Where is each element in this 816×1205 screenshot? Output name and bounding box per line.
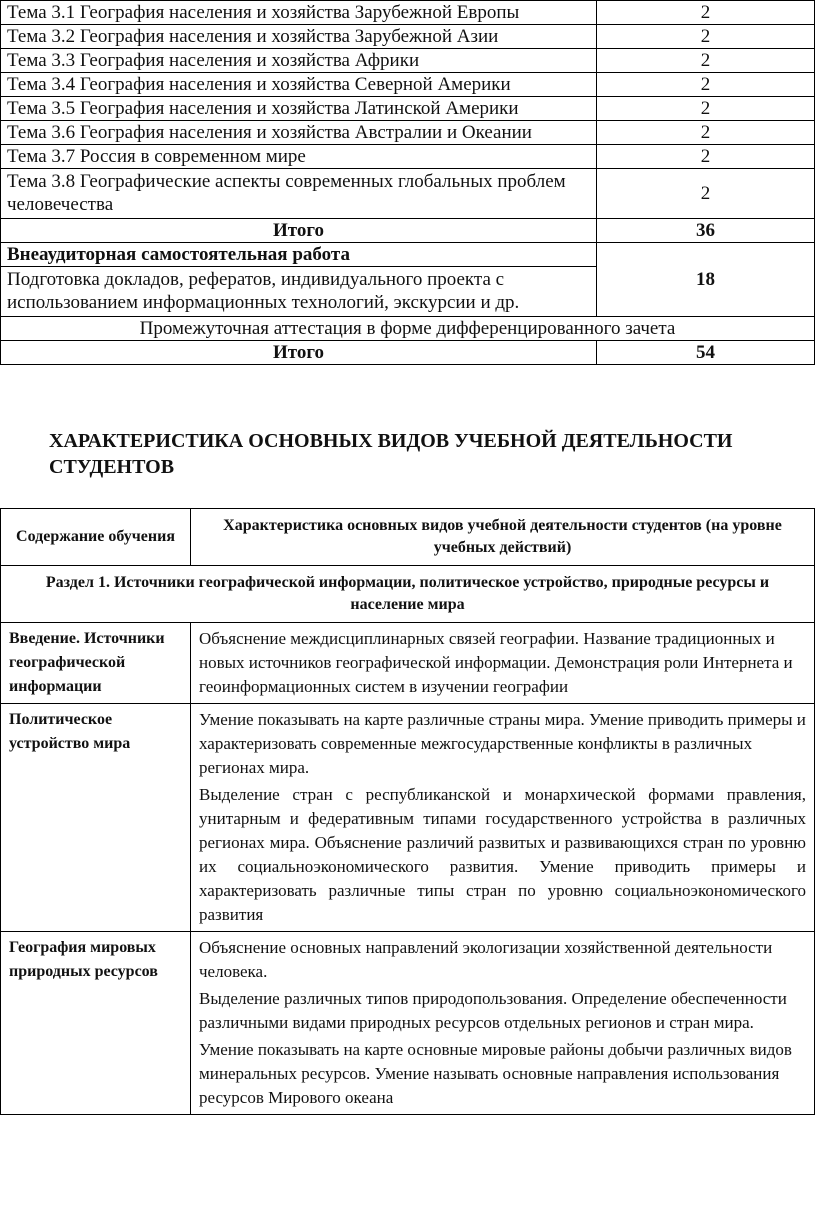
topic-cell: Тема 3.2 География населения и хозяйства Зарубежной Азии: [1, 25, 597, 49]
topic-cell: Тема 3.4 География населения и хозяйства Северной Америки: [1, 73, 597, 97]
table-row: [1, 121, 815, 145]
table-row: [1, 145, 815, 169]
section-row: [1, 566, 815, 623]
section-title: Раздел 1. Источники географической информации, политическое устройство, природные ресурсы и население мира: [1, 566, 815, 623]
topic-cell: Тема 3.6 География населения и хозяйства Австралии и Океании: [1, 121, 597, 145]
hours-cell: 2: [597, 73, 815, 97]
description-paragraph: Выделение различных типов природопользования. Определение обеспеченности различными видами природных ресурсов отдельных регионов и стран мира.: [199, 989, 787, 1032]
activities-table: [0, 508, 815, 1115]
hours-cell: 2: [597, 121, 815, 145]
hours-table: [0, 0, 815, 365]
hours-cell: 2: [597, 1, 815, 25]
attestation-text: Промежуточная аттестация в форме дифференцированного зачета: [1, 317, 815, 341]
table-row: [1, 623, 815, 704]
attestation-row: [1, 317, 815, 341]
col2-header: Характеристика основных видов учебной деятельности студентов (на уровне учебных действий): [191, 509, 815, 566]
description-paragraph: Умение показывать на карте различные страны мира. Умение приводить примеры и характеризовать современные межгосударственные конфликты в различных регионах мира.: [199, 710, 806, 777]
hours-cell: 2: [597, 97, 815, 121]
hours-cell: 2: [597, 169, 815, 219]
subtotal-row: [1, 219, 815, 243]
table-row: [1, 73, 815, 97]
extracurricular-title: Внеаудиторная самостоятельная работа: [1, 243, 597, 267]
total-label: Итого: [1, 341, 597, 365]
description-paragraph: Объяснение основных направлений экологизации хозяйственной деятельности человека.: [199, 938, 773, 981]
topic-cell: Тема 3.5 География населения и хозяйства Латинской Америки: [1, 97, 597, 121]
col1-header: Содержание обучения: [1, 509, 191, 566]
table-row: [1, 49, 815, 73]
table-row: [1, 25, 815, 49]
description-cell: [191, 932, 815, 1115]
hours-cell: 2: [597, 145, 815, 169]
topic-cell: Тема 3.3 География населения и хозяйства Африки: [1, 49, 597, 73]
extracurricular-desc: Подготовка докладов, рефератов, индивидуального проекта с использованием информационных технологий, экскурсии и др.: [1, 267, 597, 317]
description-paragraph: Умение показывать на карте основные мировые районы добычи различных видов минеральных ресурсов. Умение называть основные направления использования ресурсов Мирового океана: [199, 1040, 792, 1107]
total-value: 54: [597, 341, 815, 365]
topic-cell: Тема 3.1 География населения и хозяйства Зарубежной Европы: [1, 1, 597, 25]
table-row: [1, 704, 815, 932]
topic-cell: География мировых природных ресурсов: [1, 932, 191, 1115]
hours-cell: 2: [597, 25, 815, 49]
extracurricular-title-row: [1, 243, 815, 267]
section-heading: ХАРАКТЕРИСТИКА ОСНОВНЫХ ВИДОВ УЧЕБНОЙ ДЕЯТЕЛЬНОСТИ СТУДЕНТОВ: [49, 430, 733, 478]
table-row: [1, 1, 815, 25]
hours-cell: 2: [597, 49, 815, 73]
description-paragraph: Выделение стран с республиканской и монархической формами правления, унитарным и федеративным типами государственного устройства в различных регионах мира. Объяснение различий развитых и развивающихся стран по уровню их социальноэкономического развития. Умение приводить примеры и характеризовать различные типы стран по уровню социальноэкономического развития: [199, 785, 806, 924]
total-row: [1, 341, 815, 365]
table-row: [1, 932, 815, 1115]
header-row: [1, 509, 815, 566]
topic-cell: Тема 3.7 Россия в современном мире: [1, 145, 597, 169]
table-row: [1, 169, 815, 219]
description-paragraph: Объяснение междисциплинарных связей географии. Название традиционных и новых источников географической информации. Демонстрация роли Интернета и геоинформационных систем в изучении географии: [199, 629, 793, 696]
topic-cell: Политическое устройство мира: [1, 704, 191, 932]
subtotal-label: Итого: [1, 219, 597, 243]
description-cell: [191, 623, 815, 704]
table-row: [1, 97, 815, 121]
topic-cell: Тема 3.8 Географические аспекты современных глобальных проблем человечества: [1, 169, 597, 219]
description-cell: [191, 704, 815, 932]
extracurricular-hours: 18: [597, 243, 815, 317]
topic-cell: Введение. Источники географической информации: [1, 623, 191, 704]
subtotal-value: 36: [597, 219, 815, 243]
